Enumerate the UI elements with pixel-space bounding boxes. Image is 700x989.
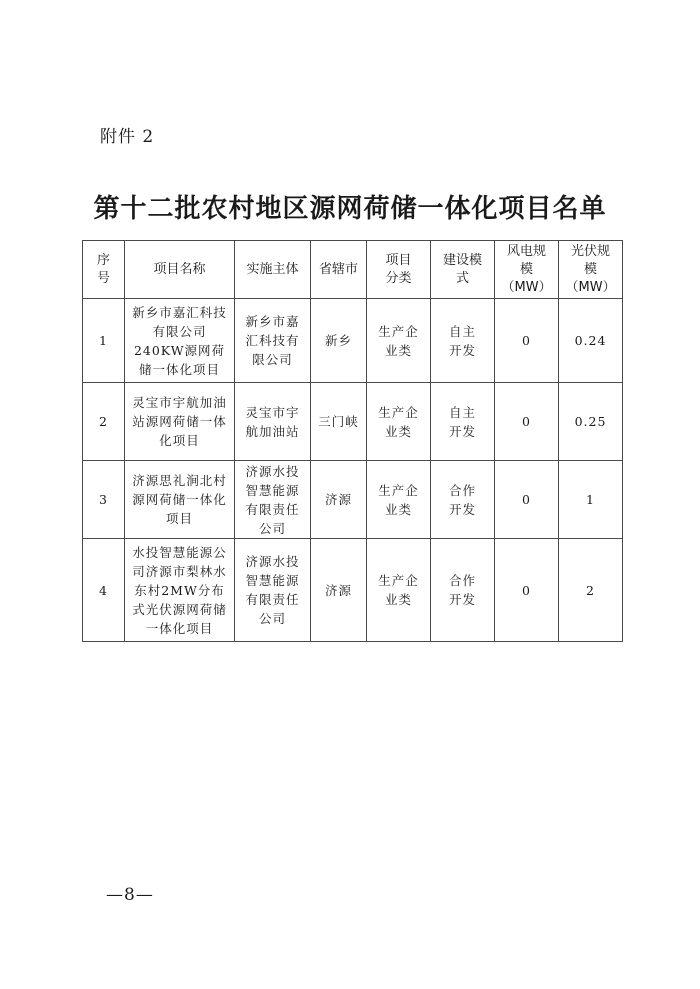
row-mode: 合作开发 (431, 461, 495, 539)
row-wind-capacity: 0 (495, 383, 559, 461)
row-no: 4 (83, 539, 125, 642)
row-wind-capacity: 0 (495, 299, 559, 383)
row-project-name: 水投智慧能源公司济源市梨林水东村2MW分布式光伏源网荷储一体化项目 (125, 539, 235, 642)
table-row (83, 461, 623, 539)
row-pv-capacity: 1 (559, 461, 623, 539)
project-list-table (82, 240, 623, 642)
row-category: 生产企业类 (367, 539, 431, 642)
row-mode: 自主开发 (431, 383, 495, 461)
row-no: 3 (83, 461, 125, 539)
row-entity: 济源水投智慧能源有限责任公司 (235, 461, 311, 539)
row-project-name: 新乡市嘉汇科技有限公司240KW源网荷储一体化项目 (125, 299, 235, 383)
document-title: 第十二批农村地区源网荷储一体化项目名单 (93, 194, 607, 224)
header-category: 项目分类 (367, 241, 431, 299)
page-number: —8— (106, 885, 154, 905)
row-project-name: 灵宝市宇航加油站源网荷储一体化项目 (125, 383, 235, 461)
table-row (83, 383, 623, 461)
row-entity: 灵宝市宇航加油站 (235, 383, 311, 461)
row-pv-capacity: 0.24 (559, 299, 623, 383)
header-wind-capacity: 风电规模（MW） (495, 241, 559, 299)
row-category: 生产企业类 (367, 299, 431, 383)
table-header-row (83, 241, 623, 299)
header-no: 序号 (83, 241, 125, 299)
row-pv-capacity: 0.25 (559, 383, 623, 461)
row-city: 济源 (311, 539, 367, 642)
row-entity: 新乡市嘉汇科技有限公司 (235, 299, 311, 383)
header-entity: 实施主体 (235, 241, 311, 299)
row-category: 生产企业类 (367, 383, 431, 461)
row-city: 三门峡 (311, 383, 367, 461)
table-row (83, 539, 623, 642)
row-no: 1 (83, 299, 125, 383)
row-no: 2 (83, 383, 125, 461)
header-project-name: 项目名称 (125, 241, 235, 299)
table-row (83, 299, 623, 383)
row-mode: 合作开发 (431, 539, 495, 642)
row-city: 新乡 (311, 299, 367, 383)
header-pv-capacity: 光伏规模（MW） (559, 241, 623, 299)
row-pv-capacity: 2 (559, 539, 623, 642)
row-category: 生产企业类 (367, 461, 431, 539)
row-wind-capacity: 0 (495, 539, 559, 642)
row-wind-capacity: 0 (495, 461, 559, 539)
row-project-name: 济源思礼涧北村源网荷储一体化项目 (125, 461, 235, 539)
row-mode: 自主开发 (431, 299, 495, 383)
row-city: 济源 (311, 461, 367, 539)
header-city: 省辖市 (311, 241, 367, 299)
header-mode: 建设模式 (431, 241, 495, 299)
attachment-label: 附件 2 (100, 127, 155, 147)
row-entity: 济源水投智慧能源有限责任公司 (235, 539, 311, 642)
